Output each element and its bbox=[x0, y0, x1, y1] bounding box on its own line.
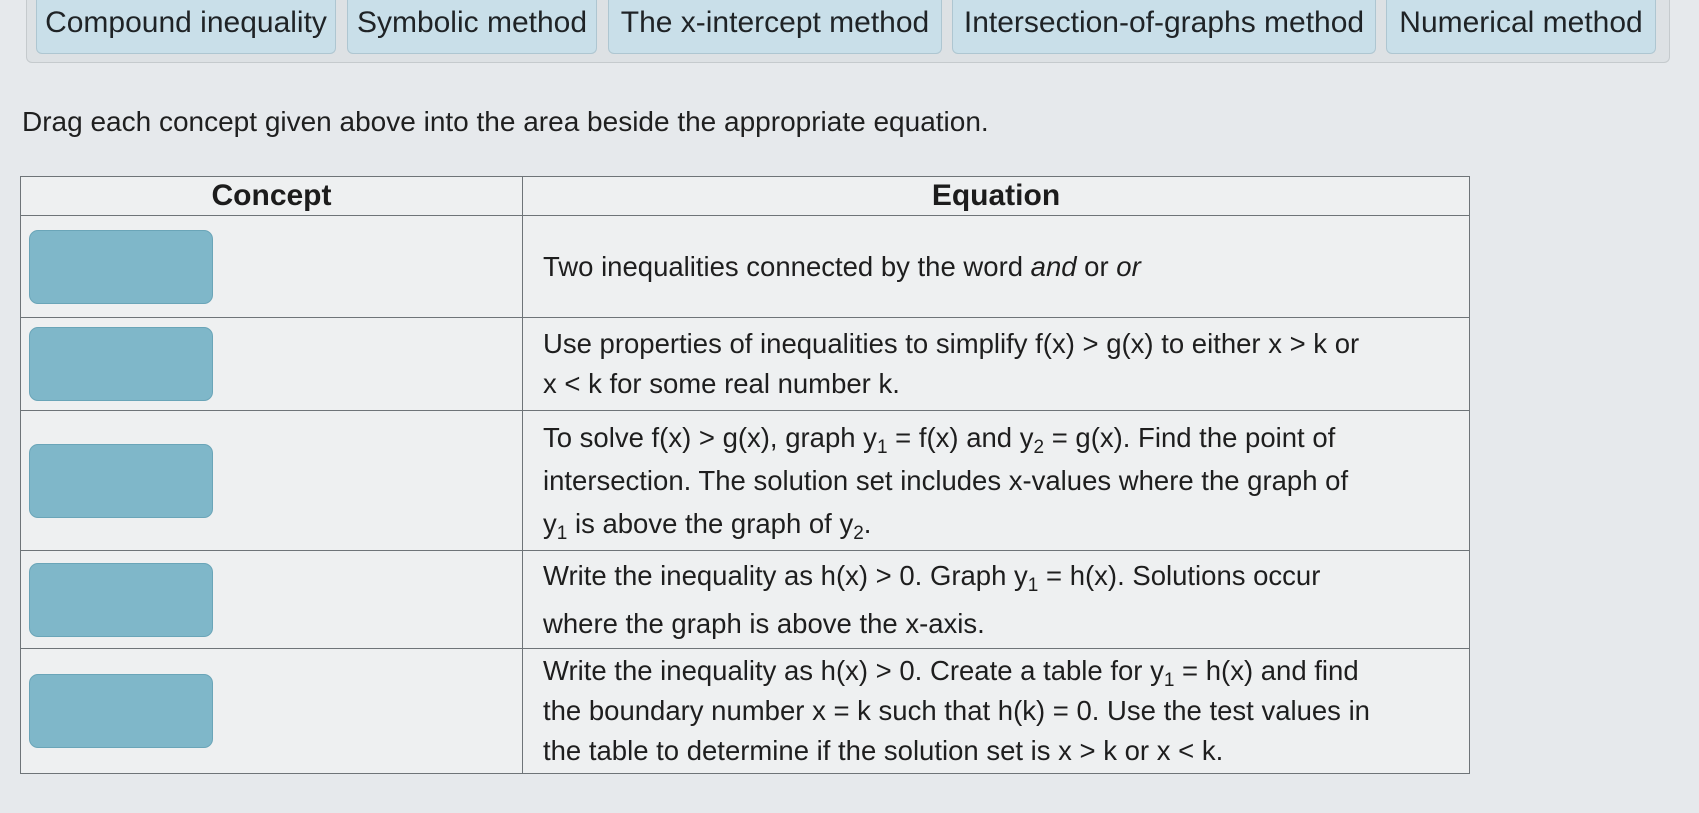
equation-text: intersection. The solution set includes x-values where the graph of bbox=[543, 465, 1349, 496]
tile-compound-inequality[interactable]: Compound inequality bbox=[36, 0, 336, 54]
subscript: 2 bbox=[853, 523, 864, 544]
equation-cell-2 bbox=[523, 318, 1470, 411]
subscript: 2 bbox=[1033, 437, 1045, 458]
tile-x-intercept-method[interactable]: The x-intercept method bbox=[608, 0, 942, 54]
table-row bbox=[21, 551, 1470, 649]
equation-cell-4 bbox=[523, 551, 1470, 649]
equation-text: or bbox=[1116, 250, 1141, 282]
subscript: 1 bbox=[876, 437, 888, 458]
tile-numerical-method[interactable]: Numerical method bbox=[1386, 0, 1656, 54]
equation-cell-1 bbox=[523, 216, 1470, 318]
equation-text: and bbox=[1030, 250, 1077, 282]
equation-text: where the graph is above the x-axis. bbox=[543, 607, 985, 639]
equation-text: To solve f(x) > g(x), graph y bbox=[543, 422, 877, 453]
table-header-row bbox=[21, 177, 1470, 216]
equation-column-header: Equation bbox=[523, 177, 1470, 216]
equation-text: . bbox=[863, 508, 872, 539]
concept-cell bbox=[21, 649, 523, 774]
equation-text: Two inequalities connected by the word bbox=[543, 250, 1031, 282]
concept-column-header: Concept bbox=[21, 177, 523, 216]
equation-cell-5 bbox=[523, 649, 1470, 774]
concept-cell bbox=[21, 216, 523, 318]
tile-symbolic-method[interactable]: Symbolic method bbox=[347, 0, 597, 54]
equation-text: Write the inequality as h(x) > 0. Graph y bbox=[543, 559, 1028, 591]
concept-cell bbox=[21, 318, 523, 411]
drop-target-4[interactable] bbox=[29, 563, 213, 637]
table-row bbox=[21, 216, 1470, 318]
equation-text: x < k for some real number k. bbox=[543, 368, 900, 399]
drop-target-1[interactable] bbox=[29, 230, 213, 304]
equation-text: y bbox=[543, 508, 557, 539]
equation-text: = h(x) and find bbox=[1174, 655, 1359, 686]
equation-cell-3 bbox=[523, 411, 1470, 551]
matching-table bbox=[20, 176, 1470, 774]
equation-text: is above the graph of y bbox=[567, 508, 854, 539]
subscript: 1 bbox=[1163, 670, 1175, 691]
subscript: 1 bbox=[1027, 574, 1039, 596]
equation-text: Use properties of inequalities to simplify f(x) > g(x) to either x > k or bbox=[543, 328, 1360, 359]
table-row bbox=[21, 411, 1470, 551]
drop-target-3[interactable] bbox=[29, 444, 213, 518]
concept-cell bbox=[21, 411, 523, 551]
concept-cell bbox=[21, 551, 523, 649]
subscript: 1 bbox=[556, 523, 568, 544]
equation-text: = f(x) and y bbox=[887, 422, 1034, 453]
instruction-text: Drag each concept given above into the area beside the appropriate equation. bbox=[22, 106, 989, 137]
drop-target-5[interactable] bbox=[29, 674, 213, 748]
equation-text: = h(x). Solutions occur bbox=[1038, 559, 1321, 591]
tile-intersection-of-graphs-method[interactable]: Intersection-of-graphs method bbox=[952, 0, 1376, 54]
equation-text: = g(x). Find the point of bbox=[1044, 422, 1336, 453]
drop-target-2[interactable] bbox=[29, 327, 213, 401]
table-row bbox=[21, 318, 1470, 411]
table-row bbox=[21, 649, 1470, 774]
equation-text: or bbox=[1076, 250, 1117, 282]
equation-text: Write the inequality as h(x) > 0. Create a table for y bbox=[543, 655, 1164, 686]
equation-text: the boundary number x = k such that h(k) = 0. Use the test values in bbox=[543, 695, 1370, 726]
equation-text: the table to determine if the solution set is x > k or x < k. bbox=[543, 735, 1224, 766]
